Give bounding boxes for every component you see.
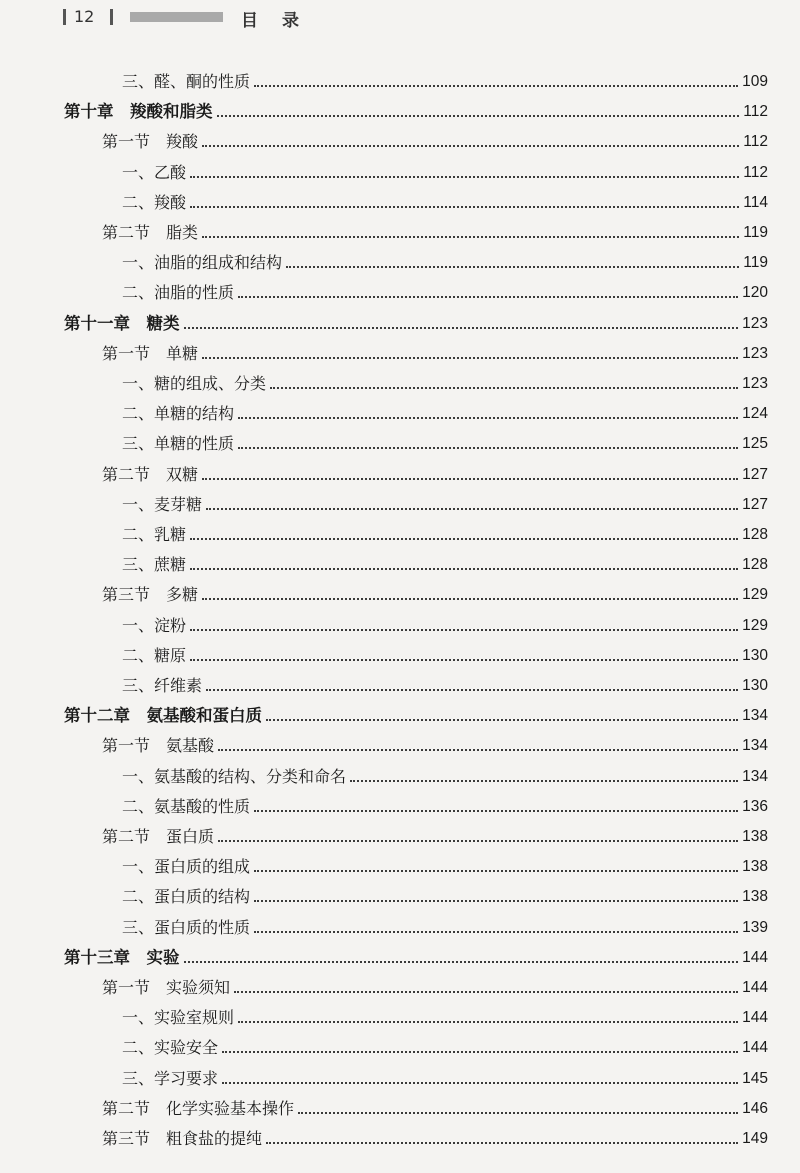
- toc-entry-section: [102, 575, 768, 605]
- toc-page-number: 120: [742, 284, 768, 302]
- dot-leader: [238, 296, 738, 298]
- toc-entry-title: 二、油脂的性质: [122, 283, 235, 303]
- toc-entry-sub: [122, 243, 768, 273]
- toc-entry-section: [102, 455, 768, 485]
- toc-entry-sub: [122, 364, 768, 394]
- toc-page-number: 136: [742, 797, 768, 815]
- dot-leader: [238, 1021, 738, 1023]
- header-bar-left: [63, 9, 66, 25]
- toc-entry-title: 二、蛋白质的结构: [122, 887, 251, 907]
- toc-entry-sub: [122, 485, 768, 515]
- toc-entry-title: 第二节 化学实验基本操作: [102, 1098, 295, 1118]
- toc-entry-title: 第十章 羧酸和脂类: [64, 102, 213, 122]
- toc-entry-sub: [122, 1028, 768, 1058]
- toc-entry-sub: [122, 183, 768, 213]
- toc-entry-sub: [122, 424, 768, 454]
- toc-page-number: 130: [742, 646, 768, 664]
- toc-entry-title: 一、蛋白质的组成: [122, 857, 251, 877]
- toc-page-number: 144: [742, 948, 768, 966]
- dot-leader: [218, 840, 738, 842]
- toc-entry-title: 一、麦芽糖: [122, 494, 203, 514]
- toc-entry-title: 三、纤维素: [122, 676, 203, 695]
- toc-entry-title: 第十一章 糖类: [64, 313, 180, 333]
- dot-leader: [286, 266, 739, 268]
- toc-page-number: 146: [742, 1099, 768, 1117]
- dot-leader: [190, 538, 738, 540]
- toc-entry-section: [102, 1089, 768, 1119]
- toc-entry-title: 一、实验室规则: [122, 1008, 235, 1028]
- header-bar-right: [110, 9, 113, 25]
- toc-entry-title: 第三节 多糖: [102, 585, 199, 605]
- toc-page-number: 134: [742, 767, 768, 785]
- dot-leader: [190, 176, 739, 178]
- toc-page-number: 134: [742, 737, 768, 755]
- toc-page-number: 112: [743, 133, 768, 151]
- dot-leader: [266, 1142, 738, 1144]
- toc-page-number: 139: [742, 918, 768, 936]
- toc-entry-title: 一、油脂的组成和结构: [122, 253, 283, 273]
- toc-page-number: 130: [742, 677, 768, 694]
- toc-entry-title: 第一节 实验须知: [102, 978, 231, 997]
- dot-leader: [184, 327, 739, 329]
- toc-page-number: 138: [742, 828, 768, 845]
- toc-entry-chapter: [64, 92, 768, 122]
- dot-leader: [234, 991, 738, 993]
- dot-leader: [202, 357, 738, 359]
- toc-page-number: 129: [742, 586, 768, 604]
- toc-entry-sub: [122, 998, 768, 1028]
- toc-page-number: 112: [743, 163, 768, 181]
- toc-page-number: 127: [742, 495, 768, 513]
- dot-leader: [190, 629, 738, 631]
- toc-entry-sub: [122, 847, 768, 877]
- toc-entry-sub: [122, 1059, 768, 1089]
- toc-entry-title: 三、学习要求: [122, 1068, 219, 1088]
- toc-entry-sub: [122, 636, 768, 666]
- toc-entry-title: 三、单糖的性质: [122, 434, 235, 454]
- toc-entry-title: 三、蛋白质的性质: [122, 917, 251, 937]
- toc-page-number: 138: [742, 858, 768, 876]
- toc-page-number: 128: [742, 526, 768, 543]
- toc-entry-title: 二、氨基酸的性质: [122, 796, 251, 816]
- toc-entry-sub: [122, 153, 768, 183]
- toc-entry-sub: [122, 62, 768, 92]
- toc-page-number: 125: [742, 435, 768, 453]
- toc-entry-section: [102, 817, 768, 847]
- toc-entry-section: [102, 968, 768, 998]
- dot-leader: [202, 145, 739, 147]
- toc-page-number: 124: [742, 405, 768, 423]
- toc-entry-title: 二、羧酸: [122, 192, 187, 212]
- toc-entry-section: [102, 213, 768, 243]
- dot-leader: [202, 236, 739, 238]
- toc-entry-title: 三、蔗糖: [122, 555, 187, 575]
- toc-entry-title: 一、糖的组成、分类: [122, 374, 267, 393]
- dot-leader: [238, 417, 738, 419]
- toc-page-number: 138: [742, 888, 768, 906]
- toc-entry-sub: [122, 757, 768, 787]
- page-number: 12: [74, 7, 95, 26]
- dot-leader: [254, 870, 738, 872]
- toc-entry-title: 一、氨基酸的结构、分类和命名: [122, 766, 347, 786]
- dot-leader: [184, 961, 739, 963]
- toc-entry-title: 一、淀粉: [122, 615, 187, 635]
- toc-entry-title: 二、单糖的结构: [122, 404, 235, 424]
- dot-leader: [270, 387, 738, 389]
- toc-entry-title: 三、醛、酮的性质: [122, 72, 251, 91]
- dot-leader: [254, 810, 738, 812]
- toc-page-number: 112: [743, 103, 768, 121]
- dot-leader: [190, 568, 738, 570]
- toc-page-number: 109: [742, 73, 768, 90]
- dot-leader: [222, 1051, 738, 1053]
- dot-leader: [206, 508, 738, 510]
- header-decoration-band: [130, 12, 223, 22]
- dot-leader: [238, 447, 738, 449]
- dot-leader: [254, 85, 738, 87]
- toc-entry-chapter: [64, 696, 768, 726]
- toc-entry-title: 二、糖原: [122, 645, 187, 665]
- dot-leader: [217, 115, 740, 117]
- dot-leader: [190, 659, 738, 661]
- page-header: [0, 0, 800, 34]
- toc-page-number: 149: [742, 1130, 768, 1147]
- toc-entry-title: 第一节 单糖: [102, 343, 199, 363]
- dot-leader: [254, 900, 738, 902]
- toc-entry-sub: [122, 877, 768, 907]
- toc-entry-chapter: [64, 304, 768, 334]
- toc-page-number: 145: [742, 1069, 768, 1087]
- toc-entry-section: [102, 1119, 768, 1149]
- toc-entry-section: [102, 334, 768, 364]
- toc-entry-title: 第十二章 氨基酸和蛋白质: [64, 706, 262, 726]
- toc-entry-title: 第二节 脂类: [102, 223, 199, 242]
- toc-page-number: 123: [742, 375, 768, 392]
- toc-entry-title: 二、实验安全: [122, 1038, 219, 1058]
- toc-entry-title: 第一节 羧酸: [102, 132, 199, 152]
- toc-page-number: 127: [742, 465, 768, 483]
- toc-entry-title: 第二节 蛋白质: [102, 827, 215, 846]
- dot-leader: [206, 689, 738, 691]
- dot-leader: [254, 931, 738, 933]
- toc-entry-sub: [122, 606, 768, 636]
- dot-leader: [202, 478, 738, 480]
- toc-entry-title: 第三节 粗食盐的提纯: [102, 1129, 263, 1148]
- toc-page-number: 144: [742, 1009, 768, 1027]
- dot-leader: [202, 598, 738, 600]
- toc-entry-sub: [122, 394, 768, 424]
- toc-entry-title: 一、乙酸: [122, 162, 187, 182]
- dot-leader: [218, 749, 738, 751]
- toc-page-number: 128: [742, 556, 768, 574]
- dot-leader: [266, 719, 738, 721]
- toc-page-number: 129: [742, 616, 768, 634]
- toc-entry-section: [102, 122, 768, 152]
- dot-leader: [190, 206, 739, 208]
- toc-page-number: 119: [743, 224, 768, 241]
- toc-entry-chapter: [64, 938, 768, 968]
- dot-leader: [298, 1112, 738, 1114]
- toc-entry-title: 二、乳糖: [122, 525, 187, 544]
- dot-leader: [350, 780, 738, 782]
- toc-page-number: 119: [743, 254, 768, 272]
- toc-entry-section: [102, 726, 768, 756]
- toc-entry-sub: [122, 908, 768, 938]
- header-title: 目录: [241, 11, 323, 31]
- toc-entry-sub: [122, 515, 768, 545]
- toc-page-number: 123: [742, 344, 768, 362]
- toc-page-number: 123: [742, 314, 768, 332]
- toc-page-number: 144: [742, 979, 768, 996]
- toc-page-number: 134: [742, 707, 768, 725]
- toc-page-number: 144: [742, 1039, 768, 1057]
- toc-entry-title: 第十三章 实验: [64, 947, 180, 967]
- toc-entry-sub: [122, 545, 768, 575]
- toc-entry-sub: [122, 787, 768, 817]
- toc-entry-sub: [122, 666, 768, 696]
- toc-entry-title: 第一节 氨基酸: [102, 736, 215, 756]
- dot-leader: [222, 1082, 738, 1084]
- toc-entry-title: 第二节 双糖: [102, 464, 199, 484]
- toc-page-number: 114: [743, 193, 768, 211]
- toc-entry-sub: [122, 273, 768, 303]
